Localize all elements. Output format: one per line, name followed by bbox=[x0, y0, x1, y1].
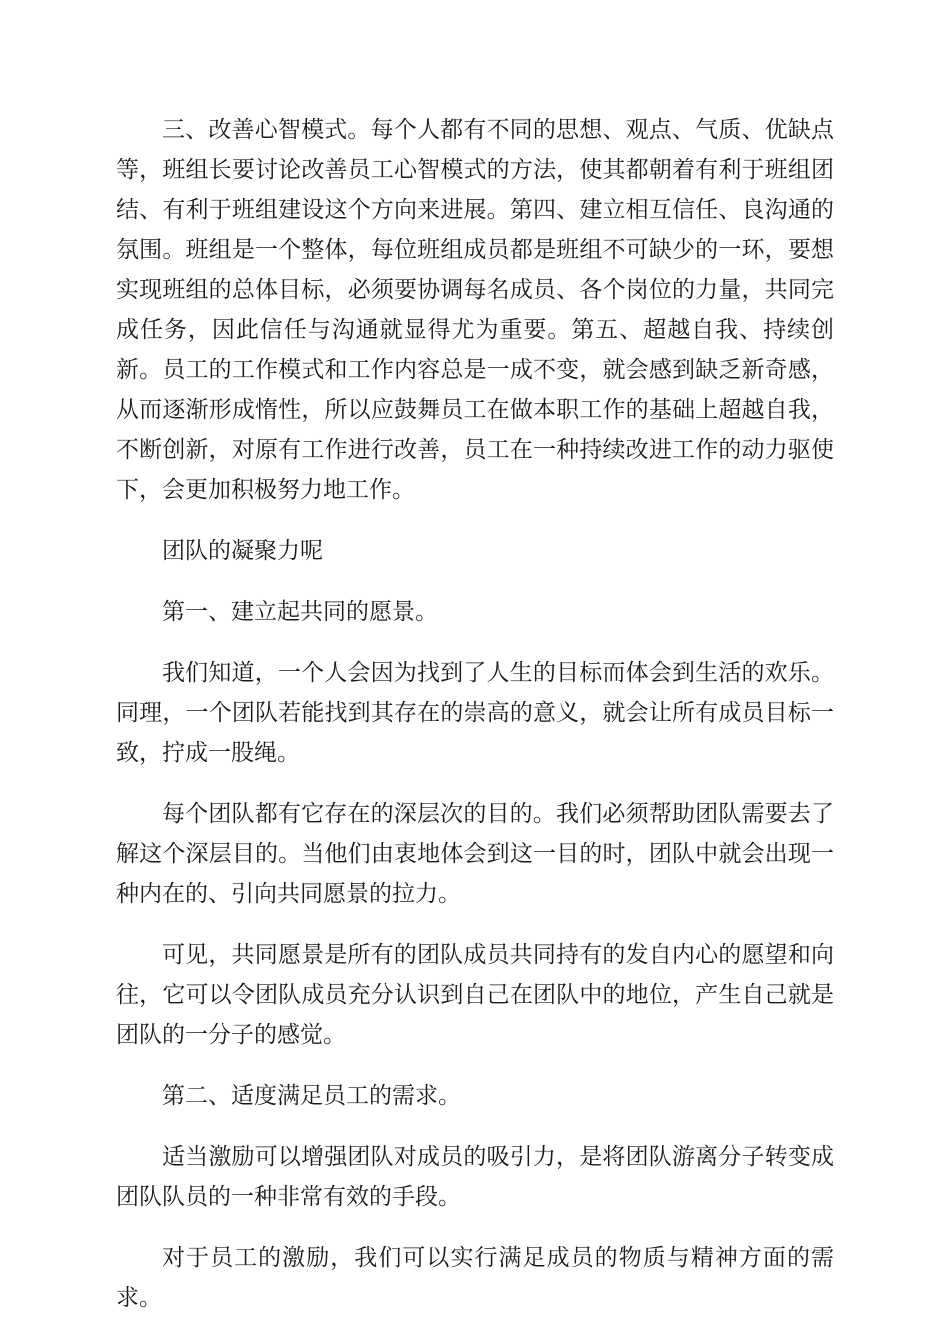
paragraph-deep-purpose: 每个团队都有它存在的深层次的目的。我们必须帮助团队需要去了解这个深层目的。当他们由衷地体会到这一目的时，团队中就会出现一种内在的、引向共同愿景的拉力。 bbox=[116, 801, 834, 907]
paragraph-shared-vision-heading: 第一、建立起共同的愿景。 bbox=[162, 599, 438, 625]
paragraph-incentives: 适当激励可以增强团队对成员的吸引力，是将团队游离分子转变成团队队员的一种非常有效的手段。 bbox=[116, 1144, 834, 1210]
paragraph-mental-models: 三、改善心智模式。每个人都有不同的思想、观点、气质、优缺点等，班组长要讨论改善员工心智模式的方法，使其都朝着有利于班组团结、有利于班组建设这个方向来进展。第四、建立相互信任、良沟通的氛围。班组是一个整体，每位班组成员都是班组不可缺少的一环，要想实现班组的总体目标，必须要协调每名成员、各个岗位的力量，共同完成任务，因此信任与沟通就显得尤为重要。第五、超越自我、持续创新。员工的工作模式和工作内容总是一成不变，就会感到缺乏新奇感，从而逐渐形成惰性，所以应鼓舞员工在做本职工作的基础上超越自我，不断创新，对原有工作进行改善，员工在一种持续改进工作的动力驱使下，会更加积极努力地工作。 bbox=[116, 117, 834, 503]
paragraph-shared-vision-definition: 可见，共同愿景是所有的团队成员共同持有的发自内心的愿望和向往，它可以令团队成员充分认识到自己在团队中的地位，产生自己就是团队的一分子的感觉。 bbox=[116, 942, 834, 1048]
paragraph-material-spiritual-needs: 对于员工的激励，我们可以实行满足成员的物质与精神方面的需求。 bbox=[116, 1245, 834, 1311]
document-body bbox=[116, 110, 834, 1339]
paragraph-life-goals: 我们知道，一个人会因为找到了人生的目标而体会到生活的欢乐。同理，一个团队若能找到其存在的崇高的意义，就会让所有成员目标一致，拧成一股绳。 bbox=[116, 660, 834, 766]
paragraph-team-cohesion-heading: 团队的凝聚力呢 bbox=[162, 538, 323, 564]
paragraph-employee-needs-heading: 第二、适度满足员工的需求。 bbox=[162, 1083, 461, 1109]
